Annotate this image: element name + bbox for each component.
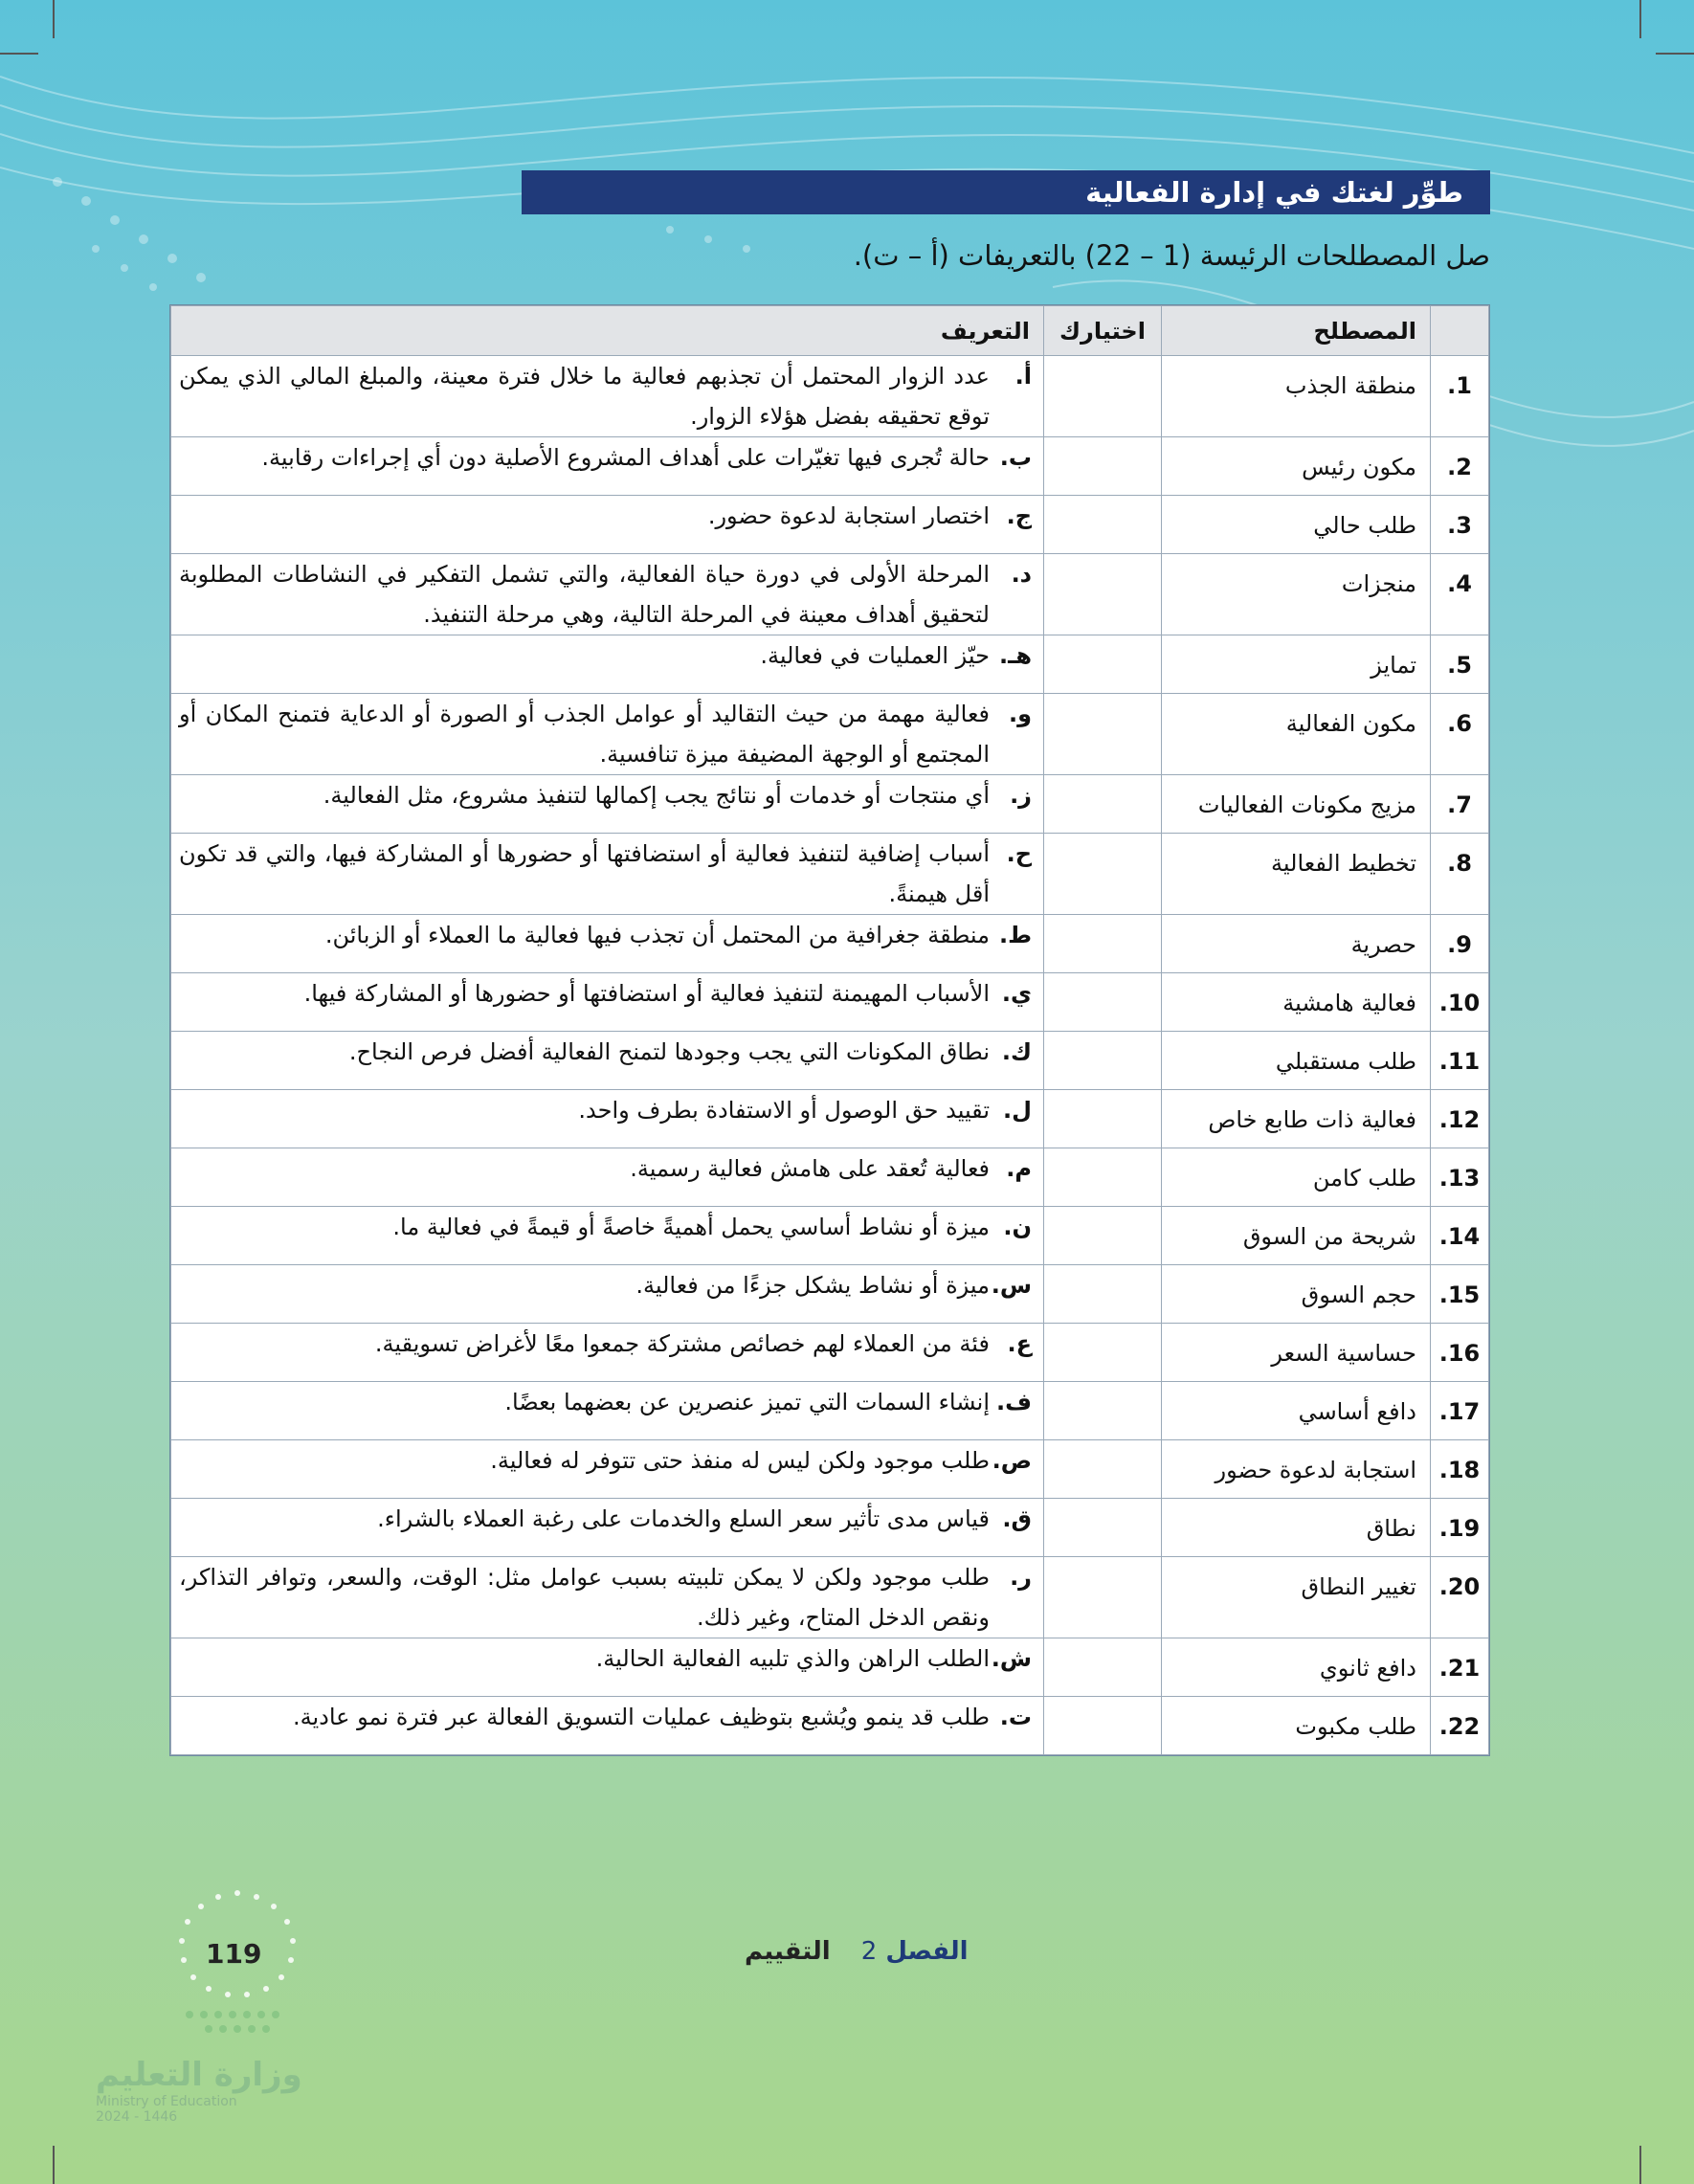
row-letter: ك. bbox=[1001, 1038, 1032, 1065]
table-row bbox=[171, 554, 1489, 635]
row-term: طلب مستقبلي bbox=[1162, 1032, 1431, 1090]
row-definition: نطاق المكونات التي يجب وجودها لتمنح الفعالية أفضل فرص النجاح. bbox=[348, 1038, 990, 1065]
row-term: مكون رئيس bbox=[1162, 437, 1431, 496]
row-choice-cell[interactable] bbox=[1044, 635, 1162, 694]
row-term: دافع أساسي bbox=[1162, 1382, 1431, 1440]
chapter-number: 2 bbox=[860, 1937, 878, 1966]
footer-chapter bbox=[745, 1937, 969, 1966]
row-letter: ق. bbox=[1002, 1505, 1032, 1532]
row-choice-cell[interactable] bbox=[1044, 1090, 1162, 1148]
table-row bbox=[171, 496, 1489, 554]
table-row bbox=[171, 1499, 1489, 1557]
row-number: 19. bbox=[1431, 1499, 1489, 1557]
row-term: استجابة لدعوة حضور bbox=[1162, 1440, 1431, 1499]
table-row bbox=[171, 915, 1489, 973]
row-letter: و. bbox=[1008, 701, 1032, 727]
row-letter: ز. bbox=[1010, 782, 1032, 809]
row-number: 17. bbox=[1431, 1382, 1489, 1440]
table-row bbox=[171, 356, 1489, 437]
row-definition: ميزة أو نشاط أساسي يحمل أهميةً خاصةً أو قيمةً في فعالية ما. bbox=[392, 1214, 990, 1240]
row-definition-cell bbox=[171, 356, 1044, 437]
row-definition: قياس مدى تأثير سعر السلع والخدمات على رغبة العملاء بالشراء. bbox=[377, 1505, 990, 1532]
row-term: تغيير النطاق bbox=[1162, 1557, 1431, 1638]
row-definition-cell bbox=[171, 1090, 1044, 1148]
row-number: 4. bbox=[1431, 554, 1489, 635]
table-header-row bbox=[171, 306, 1489, 356]
row-choice-cell[interactable] bbox=[1044, 1324, 1162, 1382]
row-choice-cell[interactable] bbox=[1044, 915, 1162, 973]
header-term: المصطلح bbox=[1162, 306, 1431, 356]
row-letter: ر. bbox=[1010, 1564, 1032, 1591]
row-number: 13. bbox=[1431, 1148, 1489, 1207]
row-definition: فعالية تُعقد على هامش فعالية رسمية. bbox=[630, 1155, 990, 1182]
page-number: 119 bbox=[206, 1938, 262, 1970]
row-choice-cell[interactable] bbox=[1044, 775, 1162, 834]
table-row bbox=[171, 1440, 1489, 1499]
row-definition-cell bbox=[171, 437, 1044, 496]
table-row bbox=[171, 1557, 1489, 1638]
row-letter: م. bbox=[1006, 1155, 1032, 1182]
row-letter: ع. bbox=[1007, 1330, 1032, 1357]
row-definition: تقييد حق الوصول أو الاستفادة بطرف واحد. bbox=[578, 1097, 990, 1124]
row-choice-cell[interactable] bbox=[1044, 1032, 1162, 1090]
row-number: 9. bbox=[1431, 915, 1489, 973]
row-term: شريحة من السوق bbox=[1162, 1207, 1431, 1265]
row-term: حصرية bbox=[1162, 915, 1431, 973]
row-definition: المرحلة الأولى في دورة حياة الفعالية، والتي تشمل التفكير في النشاطات المطلوبة لتحقيق أهداف معينة في المرحلة التالية، وهي مرحلة التنفيذ. bbox=[179, 561, 990, 628]
instruction-text: صل المصطلحات الرئيسة (1 – 22) بالتعريفات (أ – ت). bbox=[853, 239, 1490, 272]
row-number: 6. bbox=[1431, 694, 1489, 775]
table-row bbox=[171, 1148, 1489, 1207]
table-row bbox=[171, 1697, 1489, 1755]
header-number bbox=[1431, 306, 1489, 356]
row-letter: ب. bbox=[999, 444, 1032, 471]
row-number: 7. bbox=[1431, 775, 1489, 834]
row-definition: فعالية مهمة من حيث التقاليد أو عوامل الجذب أو الصورة أو الدعاية فتمنح المكان أو المجتمع أو الوجهة المضيفة ميزة تنافسية. bbox=[179, 701, 990, 768]
ministry-watermark bbox=[96, 2056, 302, 2125]
header-definition: التعريف bbox=[171, 306, 1044, 356]
row-definition-cell bbox=[171, 1382, 1044, 1440]
row-definition-cell bbox=[171, 834, 1044, 915]
table-row bbox=[171, 694, 1489, 775]
row-number: 10. bbox=[1431, 973, 1489, 1032]
row-term: نطاق bbox=[1162, 1499, 1431, 1557]
row-term: فعالية ذات طابع خاص bbox=[1162, 1090, 1431, 1148]
row-definition-cell bbox=[171, 915, 1044, 973]
header-choice: اختيارك bbox=[1044, 306, 1162, 356]
crop-mark bbox=[53, 0, 55, 38]
row-definition: ميزة أو نشاط يشكل جزءًا من فعالية. bbox=[635, 1272, 990, 1299]
row-letter: ج. bbox=[1006, 502, 1032, 529]
row-definition-cell bbox=[171, 1499, 1044, 1557]
row-choice-cell[interactable] bbox=[1044, 1265, 1162, 1324]
crop-mark bbox=[1656, 53, 1694, 55]
row-definition-cell bbox=[171, 694, 1044, 775]
ministry-name-en: Ministry of Education bbox=[96, 2094, 237, 2109]
row-number: 21. bbox=[1431, 1638, 1489, 1697]
row-choice-cell[interactable] bbox=[1044, 1638, 1162, 1697]
row-number: 11. bbox=[1431, 1032, 1489, 1090]
table-row bbox=[171, 1207, 1489, 1265]
row-definition-cell bbox=[171, 635, 1044, 694]
row-definition-cell bbox=[171, 496, 1044, 554]
row-letter: ص. bbox=[992, 1447, 1032, 1474]
row-definition-cell bbox=[171, 554, 1044, 635]
table-row bbox=[171, 635, 1489, 694]
row-definition: طلب موجود ولكن لا يمكن تلبيته بسبب عوامل مثل: الوقت، والسعر، وتوافر التذاكر، ونقص الدخل المتاح، وغير ذلك. bbox=[179, 1564, 990, 1631]
row-choice-cell[interactable] bbox=[1044, 1440, 1162, 1499]
row-definition-cell bbox=[171, 1440, 1044, 1499]
row-definition-cell bbox=[171, 1697, 1044, 1755]
row-term: طلب مكبوت bbox=[1162, 1697, 1431, 1755]
row-definition: الأسباب المهيمنة لتنفيذ فعالية أو استضافتها أو حضورها أو المشاركة فيها. bbox=[303, 980, 990, 1007]
row-definition-cell bbox=[171, 973, 1044, 1032]
row-choice-cell[interactable] bbox=[1044, 1697, 1162, 1755]
row-number: 16. bbox=[1431, 1324, 1489, 1382]
row-definition-cell bbox=[171, 1324, 1044, 1382]
chapter-label: الفصل bbox=[885, 1937, 969, 1966]
ministry-name-ar: وزارة التعليم bbox=[96, 2056, 302, 2094]
row-number: 22. bbox=[1431, 1697, 1489, 1755]
row-choice-cell[interactable] bbox=[1044, 1382, 1162, 1440]
row-choice-cell[interactable] bbox=[1044, 1207, 1162, 1265]
matching-table bbox=[169, 304, 1490, 1756]
row-term: حساسية السعر bbox=[1162, 1324, 1431, 1382]
row-term: طلب حالي bbox=[1162, 496, 1431, 554]
row-choice-cell[interactable] bbox=[1044, 1557, 1162, 1638]
row-definition: عدد الزوار المحتمل أن تجذبهم فعالية ما خلال فترة معينة، والمبلغ المالي الذي يمكن توقع تحقيقه بفضل هؤلاء الزوار. bbox=[179, 363, 990, 430]
row-term: تمايز bbox=[1162, 635, 1431, 694]
row-letter: هـ. bbox=[999, 642, 1032, 669]
row-number: 1. bbox=[1431, 356, 1489, 437]
row-term: مزيج مكونات الفعاليات bbox=[1162, 775, 1431, 834]
row-number: 18. bbox=[1431, 1440, 1489, 1499]
row-definition: أي منتجات أو خدمات أو نتائج يجب إكمالها لتنفيذ مشروع، مثل الفعالية. bbox=[323, 782, 990, 809]
row-choice-cell[interactable] bbox=[1044, 694, 1162, 775]
table-row bbox=[171, 1032, 1489, 1090]
row-definition-cell bbox=[171, 1148, 1044, 1207]
row-number: 5. bbox=[1431, 635, 1489, 694]
chapter-title: التقييم bbox=[745, 1937, 831, 1966]
crop-mark bbox=[1639, 2146, 1641, 2184]
row-number: 3. bbox=[1431, 496, 1489, 554]
row-definition: أسباب إضافية لتنفيذ فعالية أو استضافتها أو حضورها أو المشاركة فيها، والتي قد تكون أقل هيمنةً. bbox=[179, 840, 990, 907]
row-letter: ح. bbox=[1006, 840, 1032, 867]
row-letter: ف. bbox=[996, 1389, 1032, 1415]
row-definition: الطلب الراهن والذي تلبيه الفعالية الحالية. bbox=[595, 1645, 990, 1672]
table-row bbox=[171, 1638, 1489, 1697]
crop-mark bbox=[53, 2146, 55, 2184]
table-row bbox=[171, 1382, 1489, 1440]
row-definition-cell bbox=[171, 1265, 1044, 1324]
ministry-year: 2024 - 1446 bbox=[96, 2109, 178, 2125]
row-letter: د. bbox=[1011, 561, 1032, 588]
row-term: فعالية هامشية bbox=[1162, 973, 1431, 1032]
row-letter: ن. bbox=[1003, 1214, 1032, 1240]
table-row bbox=[171, 834, 1489, 915]
crop-mark bbox=[1639, 0, 1641, 38]
row-term: دافع ثانوي bbox=[1162, 1638, 1431, 1697]
row-definition-cell bbox=[171, 1557, 1044, 1638]
row-definition: اختصار استجابة لدعوة حضور. bbox=[707, 502, 990, 529]
row-term: حجم السوق bbox=[1162, 1265, 1431, 1324]
row-term: مكون الفعالية bbox=[1162, 694, 1431, 775]
table-row bbox=[171, 1324, 1489, 1382]
row-choice-cell[interactable] bbox=[1044, 356, 1162, 437]
row-definition: حيّز العمليات في فعالية. bbox=[760, 642, 990, 669]
section-title: طوِّر لغتك في إدارة الفعالية bbox=[1085, 176, 1463, 209]
row-definition: فئة من العملاء لهم خصائص مشتركة جمعوا معًا لأغراض تسويقية. bbox=[374, 1330, 990, 1357]
row-definition-cell bbox=[171, 1207, 1044, 1265]
row-letter: س. bbox=[991, 1272, 1032, 1299]
row-term: طلب كامن bbox=[1162, 1148, 1431, 1207]
row-number: 20. bbox=[1431, 1557, 1489, 1638]
row-choice-cell[interactable] bbox=[1044, 496, 1162, 554]
row-definition: حالة تُجرى فيها تغيّرات على أهداف المشروع الأصلية دون أي إجراءات رقابية. bbox=[261, 444, 990, 471]
table-row bbox=[171, 437, 1489, 496]
crop-mark bbox=[0, 53, 38, 55]
row-term: منجزات bbox=[1162, 554, 1431, 635]
table-row bbox=[171, 1265, 1489, 1324]
row-number: 15. bbox=[1431, 1265, 1489, 1324]
row-choice-cell[interactable] bbox=[1044, 437, 1162, 496]
row-letter: ي. bbox=[1001, 980, 1032, 1007]
row-definition-cell bbox=[171, 1638, 1044, 1697]
table-row bbox=[171, 1090, 1489, 1148]
table-row bbox=[171, 973, 1489, 1032]
row-definition: طلب موجود ولكن ليس له منفذ حتى تتوفر له فعالية. bbox=[490, 1447, 990, 1474]
row-choice-cell[interactable] bbox=[1044, 1148, 1162, 1207]
row-choice-cell[interactable] bbox=[1044, 1499, 1162, 1557]
row-letter: ش. bbox=[991, 1645, 1032, 1672]
row-letter: ل. bbox=[1003, 1097, 1032, 1124]
row-number: 14. bbox=[1431, 1207, 1489, 1265]
row-choice-cell[interactable] bbox=[1044, 834, 1162, 915]
row-number: 12. bbox=[1431, 1090, 1489, 1148]
row-letter: ت. bbox=[999, 1704, 1032, 1730]
row-letter: أ. bbox=[1014, 363, 1032, 390]
row-definition: طلب قد ينمو ويُشبع بتوظيف عمليات التسويق الفعالة عبر فترة نمو عادية. bbox=[293, 1704, 990, 1730]
table-row bbox=[171, 775, 1489, 834]
section-title-bar bbox=[522, 170, 1490, 214]
row-definition-cell bbox=[171, 775, 1044, 834]
row-term: منطقة الجذب bbox=[1162, 356, 1431, 437]
row-term: تخطيط الفعالية bbox=[1162, 834, 1431, 915]
row-choice-cell[interactable] bbox=[1044, 973, 1162, 1032]
row-definition-cell bbox=[171, 1032, 1044, 1090]
row-definition: إنشاء السمات التي تميز عنصرين عن بعضهما بعضًا. bbox=[504, 1389, 990, 1415]
row-number: 8. bbox=[1431, 834, 1489, 915]
row-number: 2. bbox=[1431, 437, 1489, 496]
row-definition: منطقة جغرافية من المحتمل أن تجذب فيها فعالية ما العملاء أو الزبائن. bbox=[324, 922, 990, 948]
row-letter: ط. bbox=[998, 922, 1032, 948]
row-choice-cell[interactable] bbox=[1044, 554, 1162, 635]
